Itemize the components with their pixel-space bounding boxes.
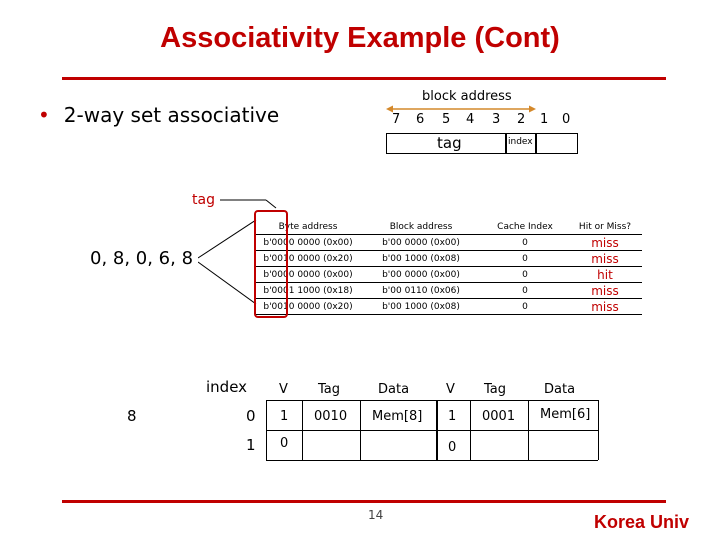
- table-row: [256, 251, 642, 267]
- byte-address-cell: b'0010 0000 (0x20): [256, 299, 360, 315]
- col-hit-or-miss: Hit or Miss?: [568, 220, 642, 235]
- cache-index-cell: 0: [482, 251, 568, 267]
- block-address-cell: b'00 0110 (0x06): [360, 283, 482, 299]
- bit-3: 3: [492, 112, 501, 127]
- cache-valid-cell: 0: [280, 436, 289, 451]
- bit-1: 1: [540, 112, 549, 127]
- block-address-cell: b'00 1000 (0x08): [360, 299, 482, 315]
- col-byte-address: Byte address: [256, 220, 360, 235]
- cache-grid-line: [528, 400, 529, 460]
- table-row: [256, 299, 642, 315]
- cache-valid-cell: 1: [448, 409, 457, 424]
- brand-logo-text: Korea Univ: [594, 512, 690, 532]
- table-row: [256, 235, 642, 251]
- bullet-dot-icon: •: [38, 103, 50, 127]
- cache-valid-cell: 0: [448, 440, 457, 455]
- block-address-arrow-icon: [386, 104, 536, 114]
- cache-data-cell: Mem[6]: [540, 407, 591, 422]
- offset-field-box: [536, 133, 578, 154]
- bit-2: 2: [517, 112, 526, 127]
- bit-5: 5: [442, 112, 451, 127]
- hit-miss-cell: miss: [568, 251, 642, 267]
- hit-miss-cell: miss: [568, 235, 642, 251]
- page-number: 14: [368, 508, 384, 522]
- cache-grid-line: [266, 400, 598, 401]
- slide-title: Associativity Example (Cont): [160, 22, 560, 54]
- cache-col-data1: Data: [378, 382, 410, 397]
- table-row: [256, 283, 642, 299]
- tag-field-label: tag: [437, 134, 462, 152]
- cache-index-cell: 0: [482, 267, 568, 283]
- table-row: [256, 267, 642, 283]
- cache-grid-line: [266, 430, 598, 431]
- cache-index-cell: 0: [482, 299, 568, 315]
- byte-address-cell: b'0000 0000 (0x00): [256, 235, 360, 251]
- bit-7: 7: [392, 112, 401, 127]
- byte-address-cell: b'0000 0000 (0x00): [256, 267, 360, 283]
- cache-data-cell: Mem[8]: [372, 409, 423, 424]
- cache-col-v2: V: [446, 382, 455, 397]
- col-cache-index: Cache Index: [482, 220, 568, 235]
- block-address-caption: block address: [422, 89, 512, 104]
- index-field-label: index: [508, 137, 533, 147]
- byte-address-cell: b'0001 1000 (0x18): [256, 283, 360, 299]
- reference-table: [256, 220, 642, 315]
- cache-row-index-1: 1: [246, 436, 256, 454]
- cache-grid-line: [436, 400, 438, 460]
- cache-grid-line: [360, 400, 361, 460]
- cache-col-v1: V: [279, 382, 288, 397]
- cache-col-data2: Data: [544, 382, 576, 397]
- byte-address-cell: b'0010 0000 (0x20): [256, 251, 360, 267]
- cache-tag-cell: 0001: [482, 409, 516, 424]
- block-address-cell: b'00 0000 (0x00): [360, 267, 482, 283]
- block-address-cell: b'00 1000 (0x08): [360, 251, 482, 267]
- cache-index-cell: 0: [482, 283, 568, 299]
- hit-miss-cell: miss: [568, 299, 642, 315]
- cache-index-cell: 0: [482, 235, 568, 251]
- tag-highlight-box: [254, 210, 288, 318]
- cache-grid-line: [598, 400, 599, 460]
- cache-col-tag2: Tag: [484, 382, 507, 397]
- cache-grid-line: [266, 460, 598, 461]
- footer-rule: [62, 500, 666, 503]
- cache-col-tag1: Tag: [318, 382, 341, 397]
- cache-col-index: index: [206, 378, 248, 396]
- tag-pointer-label: tag: [192, 192, 215, 208]
- bullet-text: 2-way set associative: [63, 103, 280, 127]
- bit-6: 6: [416, 112, 425, 127]
- col-block-address: Block address: [360, 220, 482, 235]
- cache-row-index-0: 0: [246, 407, 256, 425]
- hit-miss-cell: miss: [568, 283, 642, 299]
- cache-side-value: 8: [127, 407, 137, 425]
- sequence-bracket-icon: [198, 212, 260, 312]
- cache-valid-cell: 1: [280, 409, 289, 424]
- cache-grid-line: [470, 400, 471, 460]
- cache-tag-cell: 0010: [314, 409, 348, 424]
- hit-miss-cell: hit: [568, 267, 642, 283]
- cache-grid-line: [266, 400, 267, 460]
- bit-0: 0: [562, 112, 571, 127]
- reference-table-header-row: [256, 220, 642, 235]
- cache-grid-line: [302, 400, 303, 460]
- title-rule: [62, 77, 666, 80]
- bit-4: 4: [466, 112, 475, 127]
- block-address-cell: b'00 0000 (0x00): [360, 235, 482, 251]
- bullet-item: [38, 103, 279, 127]
- reference-sequence: 0, 8, 0, 6, 8: [90, 248, 194, 269]
